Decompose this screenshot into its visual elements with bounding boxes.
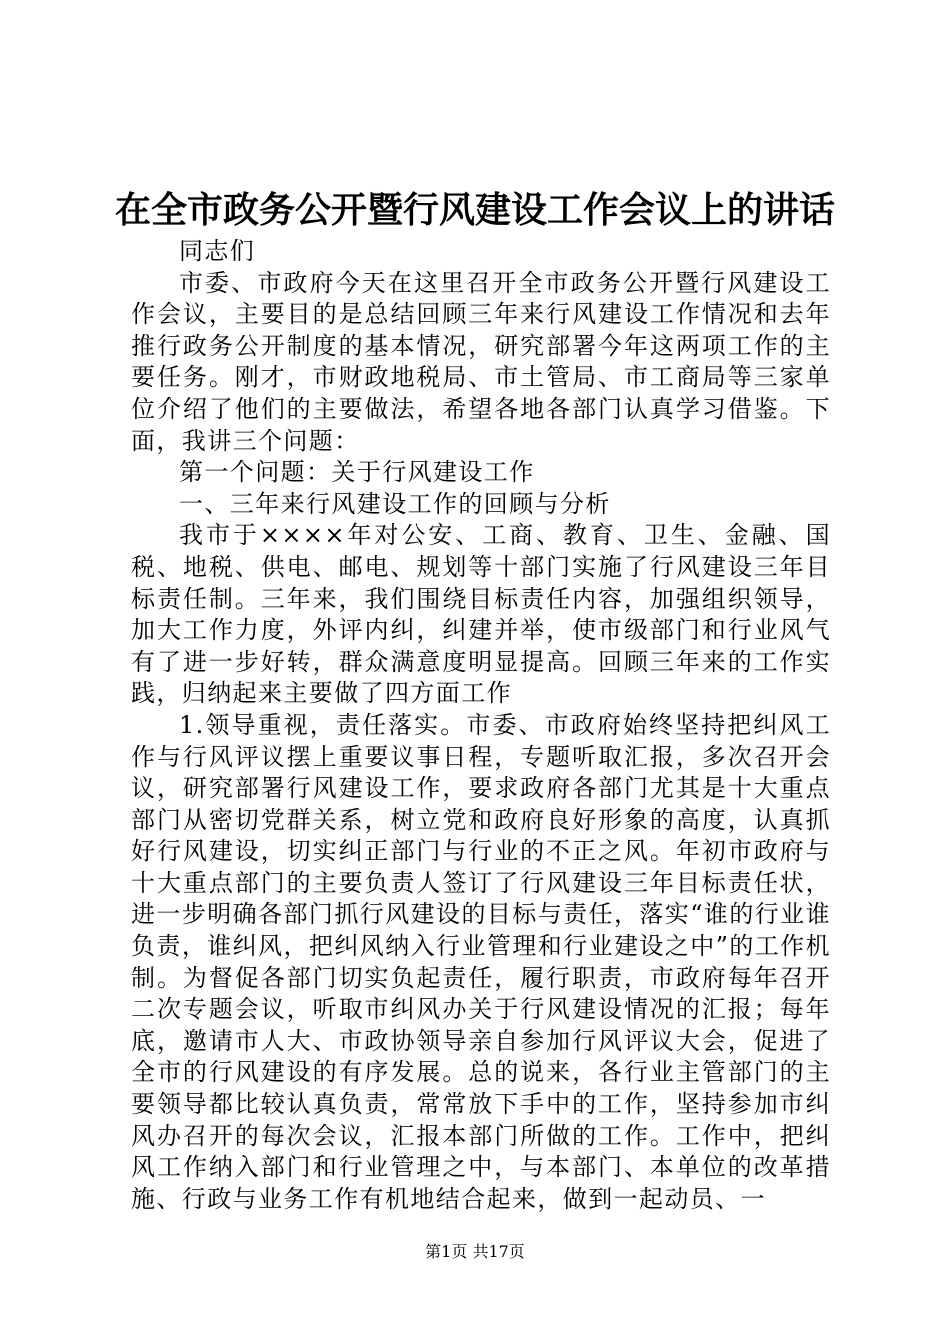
paragraph-point-1: 1.领导重视，责任落实。市委、市政府始终坚持把纠风工作与行风评议摆上重要议事日程，专题听取汇报，多次召开会议，研究部署行风建设工作，要求政府各部门尤其是十大重点部门从密切党群关系，树立党和政府良好形象的高度，认真抓好行风建设，切实纠正部门与行业的不正之风。年初市政府与十大重点部门的主要负责人签订了行风建设三年目标责任状，进一步明确各部门抓行风建设的目标与责任，落实“谁的行业谁负责，谁纠风，把纠风纳入行业管理和行业建设之中”的工作机制。为督促各部门切实负起责任，履行职责，市政府每年召开二次专题会议，听取市纠风办关于行风建设情况的汇报；每年底，邀请市人大、市政协领导亲自参加行风评议大会，促进了全市的行风建设的有序发展。总的说来，各行业主管部门的主要领导都比较认真负责，常常放下手中的工作，坚持参加市纠风办召开的每次会议，汇报本部门所做的工作。工作中，把纠风工作纳入部门和行业管理之中，与本部门、本单位的改革措施、行政与业务工作有机地结合起来，做到一起动员、一 (131, 710, 831, 1213)
document-title: 在全市政务公开暨行风建设工作会议上的讲话 (114, 189, 835, 231)
paragraph-intro: 市委、市政府今天在这里召开全市政务公开暨行风建设工作会议，主要目的是总结回顾三年来行风建设工作情况和去年推行政务公开制度的基本情况，研究部署今年这两项工作的主要任务。刚才，市财政地税局、市土管局、市工商局等三家单位介绍了他们的主要做法，希望各地各部门认真学习借鉴。下面，我讲三个问题： (131, 268, 831, 455)
page-footer: 第1页 共17页 (425, 1242, 525, 1261)
paragraph-review: 我市于××××年对公安、工商、教育、卫生、金融、国税、地税、供电、邮电、规划等十部门实施了行风建设三年目标责任制。三年来，我们围绕目标责任内容，加强组织领导，加大工作力度，外评内纠，纠建并举，使市级部门和行业风气有了进一步好转，群众满意度明显提高。回顾三年来的工作实践，归纳起来主要做了四方面工作 (131, 521, 831, 708)
document-body (131, 236, 831, 1215)
section-heading: 第一个问题：关于行风建设工作 (179, 458, 535, 487)
salutation: 同志们 (179, 237, 256, 265)
subsection-heading: 一、三年来行风建设工作的回顾与分析 (179, 489, 611, 518)
